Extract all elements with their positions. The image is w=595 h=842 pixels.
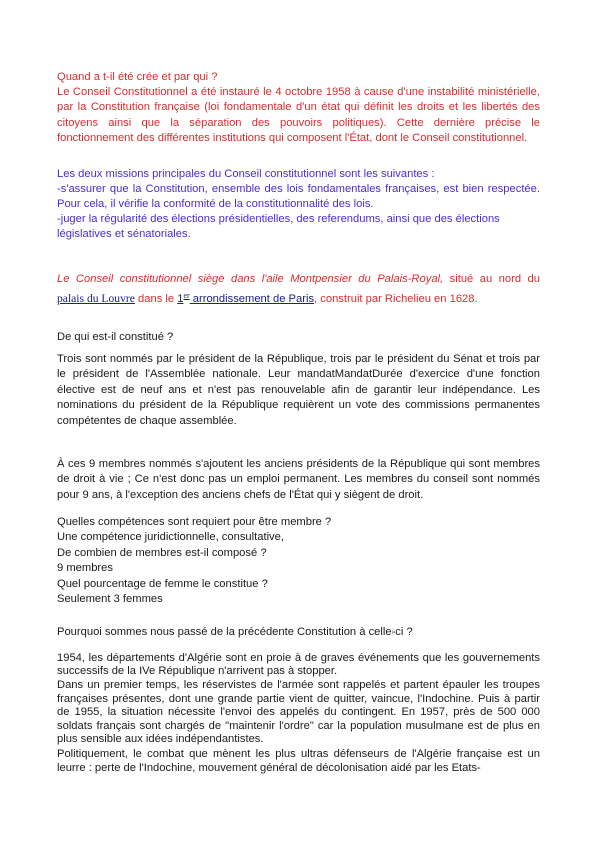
location-text: dans le	[134, 293, 178, 305]
louvre-link[interactable]: palais du Louvre	[57, 292, 135, 305]
mission-2: -juger la régularité des élections présidentielles, des referendums, ainsi que des élections législatives et sénatoriales.	[57, 213, 500, 241]
missions-intro: Les deux missions principales du Conseil constitutionnel sont les suivantes :	[57, 168, 435, 180]
question-composition: De qui est-il constitué ?	[57, 331, 174, 343]
paragraph-nominations: Trois sont nommés par le président de la République, trois par le président du Sénat et trois par le président de l'Assemblée nationale. Leur mandatMandatDurée d'exercice d'une fonction élective est de neuf ans et n'est pas renouvelable afin de garantir leur indépendance. Les nominations du président de la République requièrent un vote des commissions permanentes compétentes de chaque assemblée.	[57, 353, 540, 427]
location-italic: Le Conseil constitutionnel siège dans l'aile Montpensier du Palais-Royal,	[57, 273, 444, 285]
paragraph-algeria: 1954, les départements d'Algérie sont en proie à de graves événements que les gouvernements successifs de la IVe République n'arrivent pas à stopper.	[57, 652, 540, 677]
qa-list	[57, 515, 540, 607]
question-constitution: Pourquoi sommes nous passé de la précédente Constitution à celle-ci ?	[57, 626, 413, 638]
question-creation: Quand a t-il été crée et par qui ?	[57, 71, 218, 83]
arrondissement-link[interactable]: arrondissement de Paris	[189, 293, 315, 305]
qa-line: De combien de membres est-il composé ?	[57, 546, 267, 559]
arrondissement-number[interactable]: 1	[177, 293, 184, 305]
paragraph-members: À ces 9 membres nommés s'ajoutent les anciens présidents de la République qui sont membres de droit à vie ; Ce n'est donc pas un emploi permanent. Les membres du conseil sont nommés pour 9 ans, à l'exception des anciens chefs de l'État qui y siègent de droit.	[57, 458, 540, 501]
qa-line: Quelles compétences sont requiert pour être membre ?	[57, 516, 332, 528]
qa-line: Quel pourcentage de femme le constitue ?	[57, 577, 268, 590]
paragraph-politics: Politiquement, le combat que mènent les plus ultras défenseurs de l'Algérie française est un leurre : perte de l'Indochine, mouvement général de décolonisation aidé par les Etats-	[57, 748, 540, 774]
qa-line: Une compétence juridictionnelle, consultative,	[57, 531, 284, 544]
ordinal-suffix[interactable]: er	[183, 291, 190, 300]
location-line-1	[57, 272, 540, 287]
location-rest: situé au nord du	[443, 273, 540, 285]
mission-1: -s'assurer que la Constitution, ensemble des lois fondamentales françaises, est bien respectée. Pour cela, il vérifie la conformité de la constitutionnalité des lois.	[57, 183, 540, 211]
qa-line: 9 membres	[57, 562, 113, 575]
paragraph-reservists: Dans un premier temps, les réservistes de l'armée sont rappelés et partent épauler les troupes françaises présentes, dont une grande partie vient de quitter, vaincue, l'Indochine. Puis à partir de 1955, la situation nécessite l'envoi des appelés du contingent. En 1957, près de 500 000 soldats français sont chargés de "maintenir l'ordre" car la population musulmane est de plus en plus sensible aux idées indépendantistes.	[57, 679, 540, 745]
location-end: , construit par Richelieu en 1628.	[314, 293, 478, 305]
paragraph-creation: Le Conseil Constitutionnel a été instauré le 4 octobre 1958 à cause d'une instabilité ministérielle, par la Constitution française (loi fondamentale d'un état qui définit les droits et les libertés des citoyens ainsi que la séparation des pouvoirs politiques). Cette dernière précise le fonctionnement des différentes institutions qui composent l'État, dont le Conseil constitutionnel.	[57, 86, 540, 145]
qa-line: Seulement 3 femmes	[57, 593, 163, 606]
location-line-2	[57, 288, 540, 307]
